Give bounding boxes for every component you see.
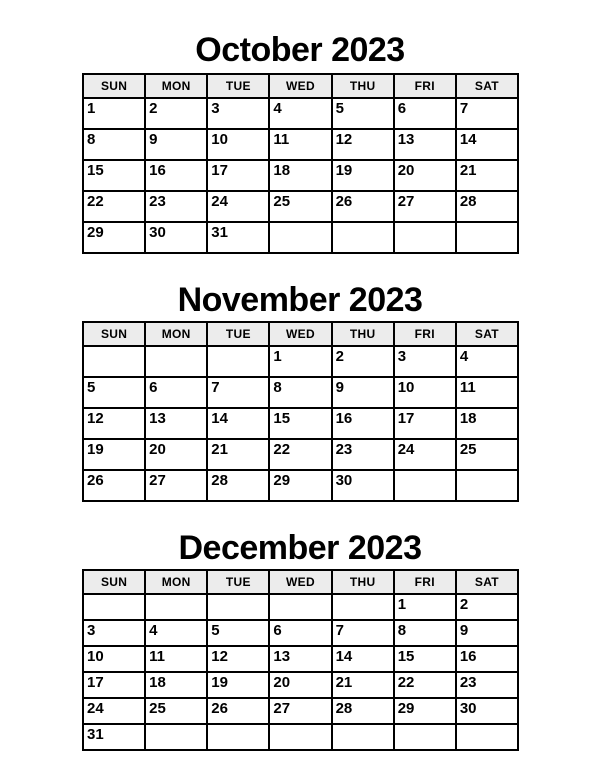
day-cell: 31 [83,724,145,750]
day-cell: 1 [269,346,331,377]
day-cell: 26 [332,191,394,222]
empty-day-cell [83,346,145,377]
weekday-sun: SUN [83,74,145,98]
month-title: December 2023 [178,529,422,567]
month-title: October 2023 [195,31,405,69]
day-cell: 20 [269,672,331,698]
day-cell: 4 [456,346,518,377]
empty-day-cell [145,724,207,750]
day-cell: 12 [207,646,269,672]
day-cell: 3 [83,620,145,646]
day-cell: 10 [83,646,145,672]
day-cell: 25 [145,698,207,724]
day-cell: 21 [207,439,269,470]
week-row [83,672,518,698]
day-cell: 15 [394,646,456,672]
day-cell: 8 [394,620,456,646]
day-cell: 30 [145,222,207,253]
day-cell: 15 [83,160,145,191]
day-cell: 5 [207,620,269,646]
day-cell: 18 [145,672,207,698]
day-cell: 18 [269,160,331,191]
weekday-sun: SUN [83,570,145,594]
empty-day-cell [269,594,331,620]
day-cell: 29 [83,222,145,253]
weekday-sat: SAT [456,570,518,594]
calendar-body [83,98,518,253]
day-cell: 13 [394,129,456,160]
week-row [83,160,518,191]
day-cell: 9 [456,620,518,646]
day-cell: 3 [394,346,456,377]
day-cell: 21 [332,672,394,698]
empty-day-cell [207,724,269,750]
weekday-mon: MON [145,322,207,346]
weekday-thu: THU [332,322,394,346]
empty-day-cell [394,470,456,501]
day-cell: 8 [83,129,145,160]
weekday-sun: SUN [83,322,145,346]
weekday-mon: MON [145,74,207,98]
day-cell: 17 [394,408,456,439]
week-row [83,439,518,470]
day-cell: 1 [83,98,145,129]
day-cell: 16 [332,408,394,439]
weekday-fri: FRI [394,74,456,98]
day-cell: 6 [394,98,456,129]
day-cell: 10 [394,377,456,408]
weekday-sat: SAT [456,74,518,98]
weekday-fri: FRI [394,322,456,346]
day-cell: 7 [456,98,518,129]
day-cell: 12 [83,408,145,439]
empty-day-cell [394,222,456,253]
day-cell: 15 [269,408,331,439]
day-cell: 29 [269,470,331,501]
day-cell: 28 [456,191,518,222]
day-cell: 27 [394,191,456,222]
empty-day-cell [145,594,207,620]
week-row [83,346,518,377]
day-cell: 31 [207,222,269,253]
day-cell: 9 [145,129,207,160]
empty-day-cell [83,594,145,620]
calendar-grid [82,73,519,254]
week-row [83,724,518,750]
day-cell: 23 [332,439,394,470]
day-cell: 2 [145,98,207,129]
week-row [83,377,518,408]
weekday-fri: FRI [394,570,456,594]
day-cell: 27 [269,698,331,724]
empty-day-cell [456,724,518,750]
weekday-sat: SAT [456,322,518,346]
day-cell: 16 [145,160,207,191]
day-cell: 11 [145,646,207,672]
day-cell: 30 [456,698,518,724]
weekday-tue: TUE [207,74,269,98]
day-cell: 6 [145,377,207,408]
calendar-grid [82,569,519,751]
day-cell: 19 [332,160,394,191]
day-cell: 23 [145,191,207,222]
week-row [83,191,518,222]
day-cell: 2 [332,346,394,377]
empty-day-cell [394,724,456,750]
day-cell: 17 [83,672,145,698]
weekday-mon: MON [145,570,207,594]
weekday-thu: THU [332,74,394,98]
empty-day-cell [207,594,269,620]
day-cell: 24 [394,439,456,470]
empty-day-cell [332,222,394,253]
day-cell: 29 [394,698,456,724]
day-cell: 22 [83,191,145,222]
weekday-wed: WED [269,570,331,594]
weekday-tue: TUE [207,570,269,594]
day-cell: 24 [207,191,269,222]
day-cell: 14 [456,129,518,160]
day-cell: 14 [207,408,269,439]
empty-day-cell [456,470,518,501]
empty-day-cell [269,222,331,253]
day-cell: 13 [145,408,207,439]
day-cell: 7 [207,377,269,408]
day-cell: 18 [456,408,518,439]
day-cell: 23 [456,672,518,698]
day-cell: 16 [456,646,518,672]
weekday-header-row [83,74,518,98]
day-cell: 4 [269,98,331,129]
empty-day-cell [269,724,331,750]
day-cell: 1 [394,594,456,620]
week-row [83,698,518,724]
day-cell: 28 [332,698,394,724]
day-cell: 4 [145,620,207,646]
day-cell: 26 [207,698,269,724]
week-row [83,646,518,672]
day-cell: 22 [394,672,456,698]
day-cell: 5 [83,377,145,408]
weekday-tue: TUE [207,322,269,346]
day-cell: 5 [332,98,394,129]
calendar-body [83,346,518,501]
calendar-grid [82,321,519,502]
day-cell: 14 [332,646,394,672]
week-row [83,408,518,439]
day-cell: 17 [207,160,269,191]
day-cell: 2 [456,594,518,620]
empty-day-cell [456,222,518,253]
empty-day-cell [145,346,207,377]
day-cell: 26 [83,470,145,501]
week-row [83,470,518,501]
day-cell: 13 [269,646,331,672]
day-cell: 19 [83,439,145,470]
week-row [83,129,518,160]
day-cell: 22 [269,439,331,470]
day-cell: 10 [207,129,269,160]
empty-day-cell [207,346,269,377]
empty-day-cell [332,724,394,750]
weekday-wed: WED [269,322,331,346]
week-row [83,594,518,620]
week-row [83,222,518,253]
day-cell: 30 [332,470,394,501]
day-cell: 7 [332,620,394,646]
day-cell: 3 [207,98,269,129]
day-cell: 28 [207,470,269,501]
day-cell: 25 [456,439,518,470]
day-cell: 21 [456,160,518,191]
weekday-wed: WED [269,74,331,98]
day-cell: 8 [269,377,331,408]
day-cell: 12 [332,129,394,160]
day-cell: 11 [456,377,518,408]
day-cell: 6 [269,620,331,646]
weekday-header-row [83,570,518,594]
calendar-body [83,594,518,750]
weekday-header-row [83,322,518,346]
weekday-thu: THU [332,570,394,594]
day-cell: 20 [394,160,456,191]
day-cell: 11 [269,129,331,160]
day-cell: 9 [332,377,394,408]
month-title: November 2023 [177,281,423,319]
week-row [83,620,518,646]
day-cell: 27 [145,470,207,501]
day-cell: 25 [269,191,331,222]
day-cell: 19 [207,672,269,698]
day-cell: 20 [145,439,207,470]
empty-day-cell [332,594,394,620]
week-row [83,98,518,129]
day-cell: 24 [83,698,145,724]
